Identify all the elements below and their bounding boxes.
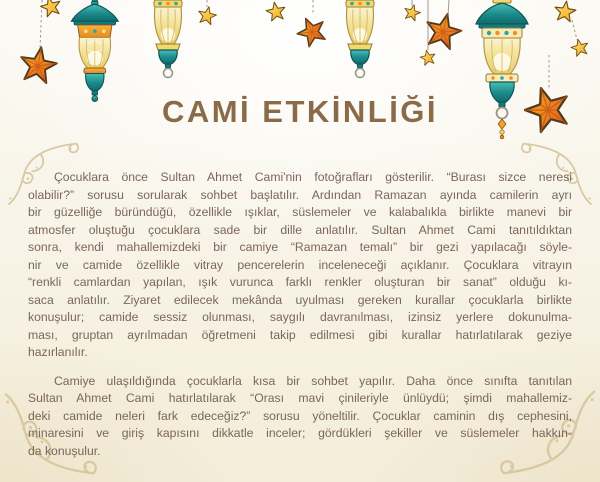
star-icon: [265, 1, 287, 22]
text-line: sonra, kendi mahallemizdeki bir camiye “Ramazan temalı” bir gezi yapılacağı söyle-: [28, 240, 572, 254]
body-text: [28, 169, 572, 471]
paragraph: [28, 169, 572, 362]
text-line: atmosfer oluştuğu çocuklara sade bir dille anlatılır. Sultan Ahmet Cami tanıtıldıktan: [28, 222, 572, 237]
lantern-icon: [71, 0, 118, 102]
text-line: Çocuklara önce Sultan Ahmet Cami'nin fotoğrafları gösterilir. “Burası sizce neresi: [54, 170, 572, 184]
text-line: minaresini ve giriş kapısını dikkatle inceler; gördükleri şekiller ve süslemeler hakkın-: [28, 426, 572, 440]
lantern-icon: [346, 0, 374, 78]
text-line: hazırlanılır.: [28, 345, 88, 359]
text-line: olabilir?” sorusu sorularak sohbet başlatılır. Ardından Ramazan ayında camilerin ayrı: [28, 187, 572, 202]
text-line: Camiye ulaşıldığında çocuklarla kısa bir sohbet yapılır. Daha önce sınıfta tanıtılan: [54, 373, 572, 388]
star-icon: [553, 0, 576, 22]
star-icon: [39, 0, 63, 18]
star-icon: [570, 37, 591, 57]
text-line: konuşulur; camide sessiz olunması, saygılı davranılması, izinsiz yerlere dokunulma-: [28, 310, 572, 324]
text-line: saca anlatılır. Ziyaret edilecek mekânda uyulması gereken kurallar çocuklarla birlikte: [28, 292, 572, 307]
text-line: ması, gruptan ayrılmadan öğretmeni takip edilmesi gibi kurallar hatırlatılarak geziye: [28, 327, 572, 342]
text-line: deki camide neleri fark edeceğiz?” sorusu yöneltilir. Çocuklar caminin dış cephesini,: [28, 408, 572, 423]
paragraph: [28, 373, 572, 461]
text-line: da konuşulur.: [28, 443, 101, 458]
text-line: bir güzelliğe büründüğü, özellikle ışıklar, süslemeler ve kalabalıkla birlikte manevi bir: [28, 205, 572, 219]
text-line: “renkli camlardan yapılan, ışık vurunca farklı renkler oluşturan bir sanat” olduğu kı-: [28, 275, 572, 289]
lantern-icon: [154, 0, 182, 78]
star-icon: [18, 44, 60, 84]
star-icon: [293, 12, 330, 49]
star-icon: [419, 49, 437, 66]
page-title: CAMİ ETKİNLİĞİ: [161, 94, 439, 129]
text-line: nir ve camide özellikle vitray pencerelerin inceleneceği açıklanır. Çocuklara vitrayın: [28, 257, 572, 272]
star-icon: [422, 10, 464, 51]
string-line: [572, 20, 577, 40]
text-line: Sultan Ahmet Cami hatırlatılarak “Orası mavi çinileriyle ünlüydü; şimdi mahallemiz-: [28, 391, 572, 405]
star-icon: [197, 5, 218, 26]
